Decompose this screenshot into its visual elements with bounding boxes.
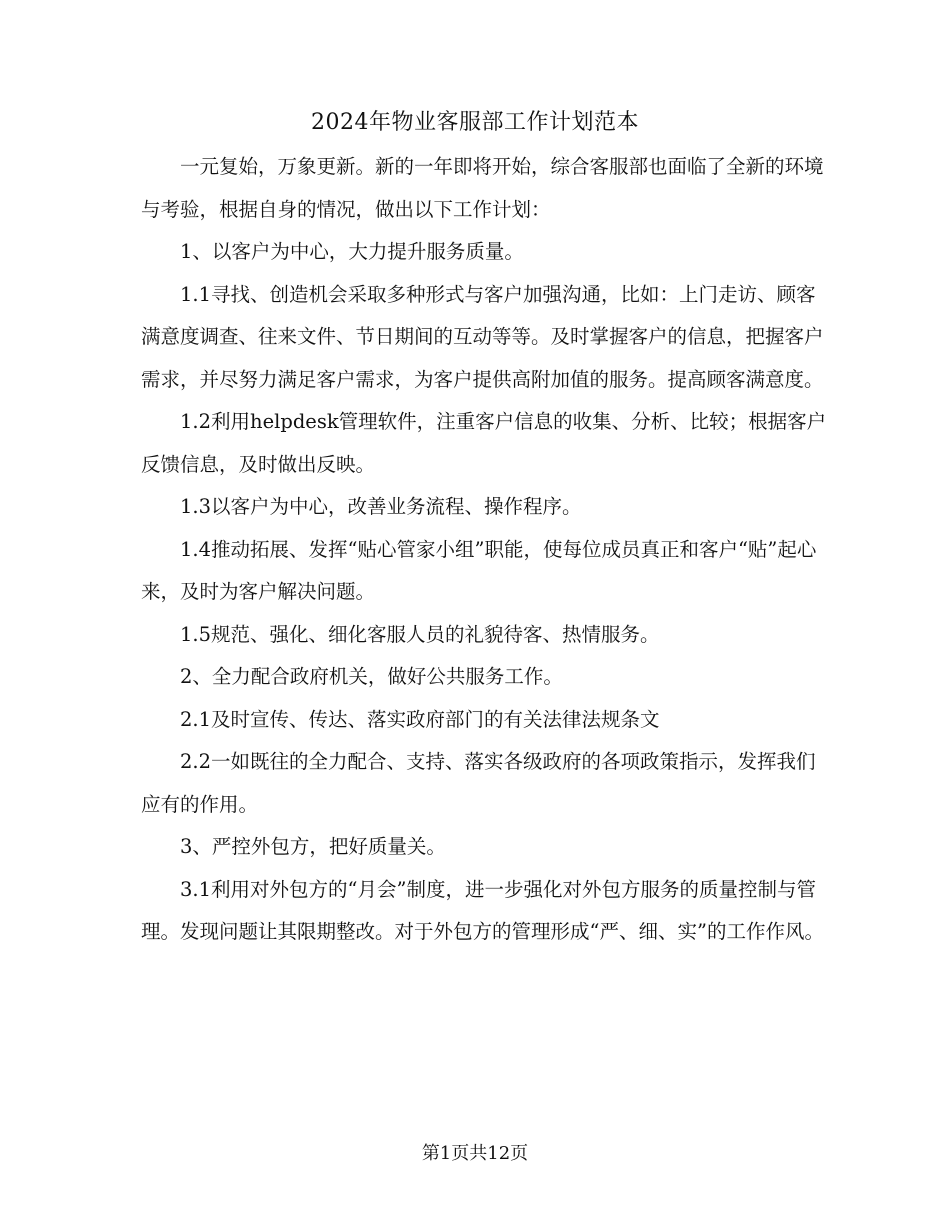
paragraph-3-1: 3.1利用对外包方的“月会”制度，进一步强化对外包方服务的质量控制与管理。发现问题让其限期整改。对于外包方的管理形成“严、细、实”的工作作风。 <box>141 877 824 943</box>
section-heading-3: 3、严控外包方，把好质量关。 <box>180 835 446 858</box>
paragraph-intro: 一元复始，万象更新。新的一年即将开始，综合客服部也面临了全新的环境与考验，根据自身的情况，做出以下工作计划： <box>141 155 824 221</box>
paragraph-2-1: 2.1及时宣传、传达、落实政府部门的有关法律法规条文 <box>180 707 660 731</box>
page-indicator: 第1页共12页 <box>421 1143 529 1164</box>
paragraph-1-3: 1.3以客户为中心，改善业务流程、操作程序。 <box>180 495 582 518</box>
paragraph-1-2: 1.2利用helpdesk管理软件，注重客户信息的收集、分析、比较；根据客户反馈信息，及时做出反映。 <box>141 410 827 476</box>
section-heading-1: 1、以客户为中心，大力提升服务质量。 <box>180 240 524 263</box>
paragraph-1-4: 1.4推动拓展、发挥“贴心管家小组”职能，使每位成员真正和客户“贴”起心来，及时为客户解决问题。 <box>141 537 817 603</box>
paragraph-1-1: 1.1寻找、创造机会采取多种形式与客户加强沟通，比如：上门走访、顾客满意度调查、往来文件、节日期间的互动等等。及时掌握客户的信息，把握客户需求，并尽努力满足客户需求，为客户提供高附加值的服务。提高顾客满意度。 <box>141 282 824 391</box>
section-heading-2: 2、全力配合政府机关，做好公共服务工作。 <box>180 665 563 688</box>
document-title: 2024年物业客服部工作计划范本 <box>311 110 639 135</box>
paragraph-2-2: 2.2一如既往的全力配合、支持、落实各级政府的各项政策指示，发挥我们应有的作用。 <box>141 750 816 816</box>
document-body <box>141 146 831 954</box>
paragraph-1-5: 1.5规范、强化、细化客服人员的礼貌待客、热情服务。 <box>180 622 660 646</box>
